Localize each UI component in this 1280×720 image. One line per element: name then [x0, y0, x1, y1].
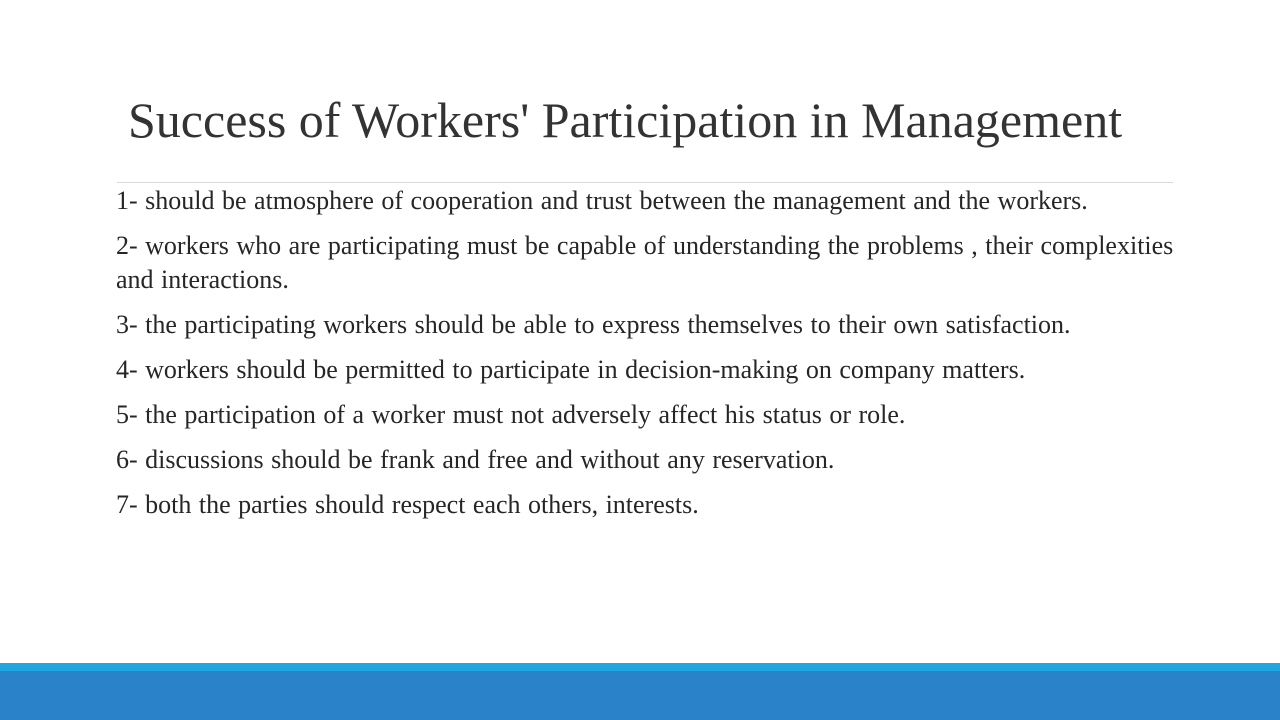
footer-accent-stripe: [0, 663, 1280, 671]
list-item: 3- the participating workers should be able to express themselves to their own satisfaction.: [116, 310, 1071, 339]
list-item: 2- workers who are participating must be capable of understanding the problems , their complexities and interactions.: [116, 231, 1174, 294]
title-divider: [117, 182, 1173, 183]
bullet-list: [116, 184, 1178, 533]
slide-title: Success of Workers' Participation in Management: [128, 92, 1123, 148]
footer-band: [0, 663, 1280, 720]
list-item: 5- the participation of a worker must not adversely affect his status or role.: [116, 400, 906, 429]
list-item: 7- both the parties should respect each others, interests.: [116, 490, 699, 519]
list-item: 4- workers should be permitted to participate in decision-making on company matters.: [116, 355, 1026, 384]
list-item: 1- should be atmosphere of cooperation and trust between the management and the workers.: [116, 186, 1088, 215]
list-item: 6- discussions should be frank and free and without any reservation.: [116, 445, 835, 474]
